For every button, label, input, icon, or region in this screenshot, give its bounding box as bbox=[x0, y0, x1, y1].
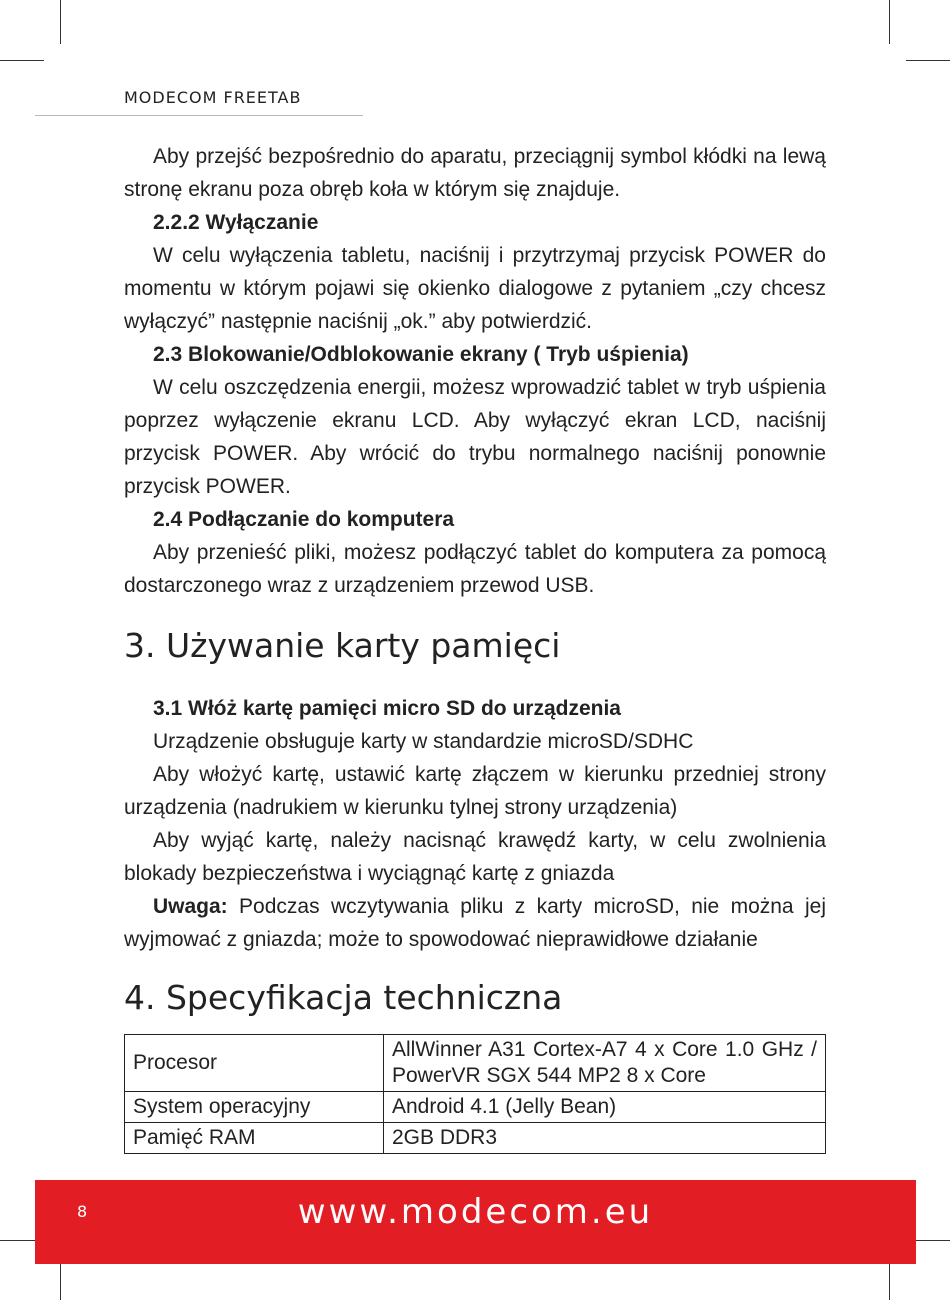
footer-band bbox=[35, 1180, 916, 1264]
subsection-heading: 3.1 Włóż kartę pamięci micro SD do urządzenia bbox=[153, 697, 621, 720]
subsection-heading: 2.4 Podłączanie do komputera bbox=[153, 508, 455, 531]
spec-key: Pamięć RAM bbox=[125, 1123, 384, 1154]
paragraph: W celu oszczędzenia energii, możesz wprowadzić tablet w tryb uśpienia poprzez wyłączenie ekranu LCD. Aby wyłączyć ekran LCD, naciśnij przycisk POWER. Aby wrócić do trybu normalnego naciśnij ponownie przycisk POWER. bbox=[124, 376, 826, 498]
spec-table bbox=[124, 1034, 826, 1154]
table-row bbox=[125, 1092, 826, 1123]
crop-mark bbox=[60, 0, 61, 44]
paragraph: Aby wyjąć kartę, należy nacisnąć krawędź karty, w celu zwolnienia blokady bezpieczeństwa i wyciągnąć kartę z gniazda bbox=[124, 829, 826, 885]
note-text: Podczas wczytywania pliku z karty microSD, nie można jej wyjmować z gniazda; może to spowodować nieprawidłowe działanie bbox=[124, 895, 826, 951]
spec-key: System operacyjny bbox=[125, 1092, 384, 1123]
running-header: MODECOM FREETAB bbox=[124, 88, 302, 107]
section-title: 4. Specyfikacja techniczna bbox=[124, 978, 563, 1017]
website-link[interactable]: www.modecom.eu bbox=[297, 1192, 654, 1232]
note-label: Uwaga: bbox=[153, 895, 228, 918]
spec-value: Android 4.1 (Jelly Bean) bbox=[384, 1092, 826, 1123]
section-title: 3. Używanie karty pamięci bbox=[124, 626, 561, 665]
paragraph: Aby włożyć kartę, ustawić kartę złączem w kierunku przedniej strony urządzenia (nadrukiem w kierunku tylnej strony urządzenia) bbox=[124, 763, 826, 819]
page-content bbox=[124, 140, 826, 1154]
page-number: 8 bbox=[77, 1202, 88, 1221]
subsection-heading: 2.3 Blokowanie/Odblokowanie ekrany ( Tryb uśpienia) bbox=[153, 343, 689, 366]
subsection-heading: 2.2.2 Wyłączanie bbox=[153, 211, 319, 234]
header-rule bbox=[35, 115, 363, 116]
spec-value: 2GB DDR3 bbox=[384, 1123, 826, 1154]
crop-mark bbox=[0, 60, 44, 61]
crop-mark bbox=[889, 0, 890, 44]
paragraph: Aby przejść bezpośrednio do aparatu, przeciągnij symbol kłódki na lewą stronę ekranu poza obręb koła w którym się znajduje. bbox=[124, 145, 826, 201]
table-row bbox=[125, 1035, 826, 1092]
spec-key: Procesor bbox=[125, 1035, 384, 1092]
paragraph: Aby przenieść pliki, możesz podłączyć tablet do komputera za pomocą dostarczonego wraz z urządzeniem przewod USB. bbox=[124, 541, 826, 597]
note-paragraph bbox=[124, 890, 826, 956]
crop-mark bbox=[906, 60, 950, 61]
spec-value: AllWinner A31 Cortex-A7 4 x Core 1.0 GHz / PowerVR SGX 544 MP2 8 x Core bbox=[384, 1035, 826, 1092]
table-row bbox=[125, 1123, 826, 1154]
paragraph: Urządzenie obsługuje karty w standardzie microSD/SDHC bbox=[153, 730, 694, 753]
paragraph: W celu wyłączenia tabletu, naciśnij i przytrzymaj przycisk POWER do momentu w którym pojawi się okienko dialogowe z pytaniem „czy chcesz wyłączyć” następnie naciśnij „ok.” aby potwierdzić. bbox=[124, 244, 826, 333]
